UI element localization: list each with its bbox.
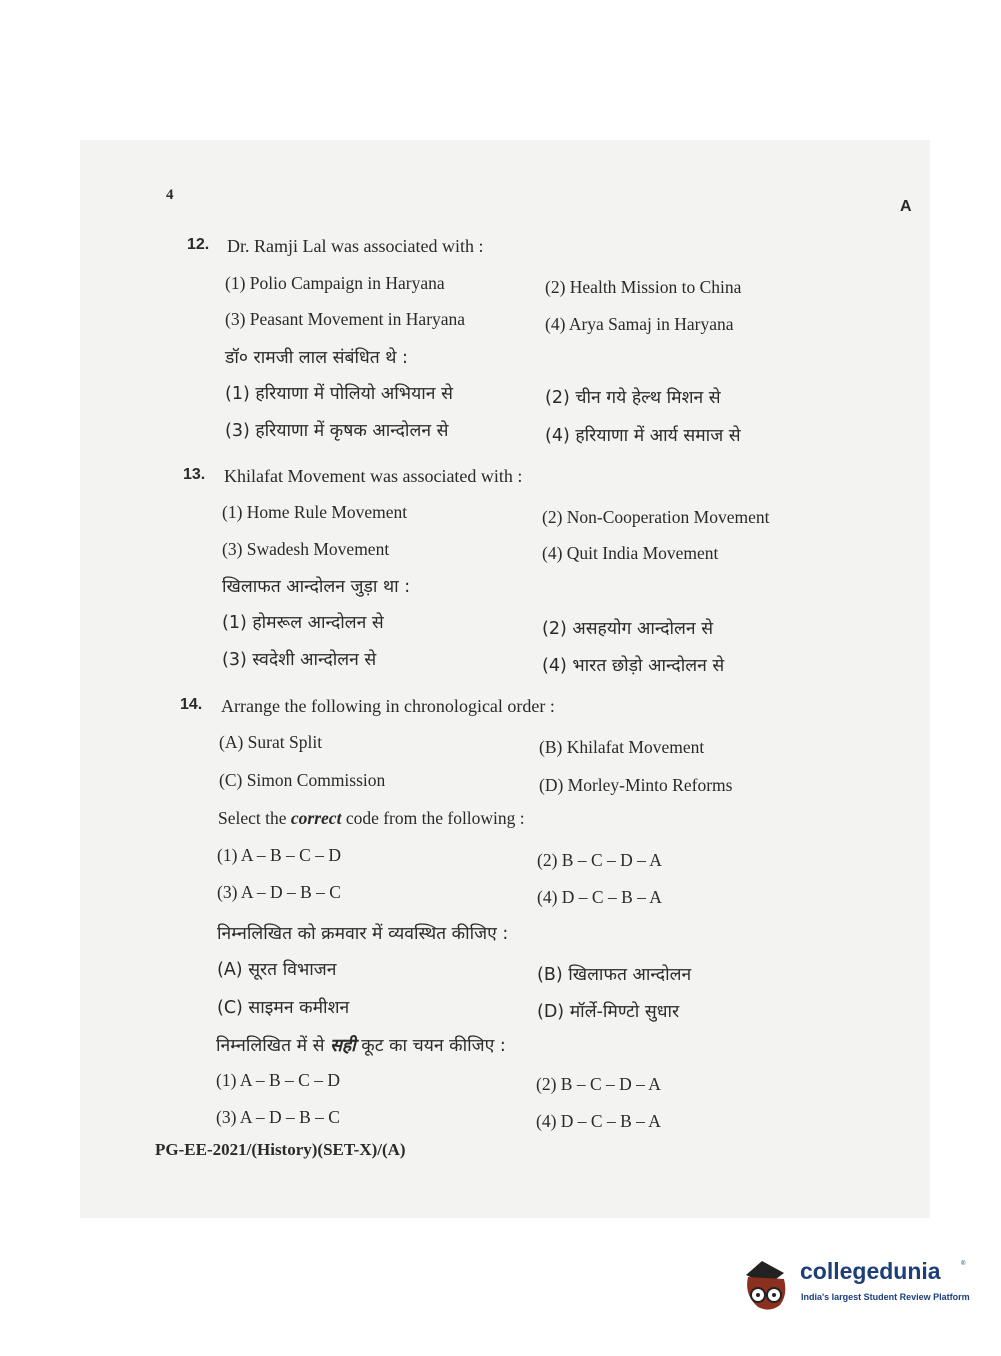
question-13-option-1-en: (1) Home Rule Movement: [222, 502, 408, 522]
question-14-item-c-en: (C) Simon Commission: [219, 770, 386, 790]
question-12-text-hi: डॉ० रामजी लाल संबंधित थे :: [225, 348, 408, 368]
question-14-item-b-en: (B) Khilafat Movement: [539, 737, 705, 757]
question-13-option-1-hi: (1) होमरूल आन्दोलन से: [222, 613, 384, 633]
question-14-item-a-en: (A) Surat Split: [219, 732, 323, 752]
logo-tagline: India's largest Student Review Platform: [801, 1292, 970, 1302]
question-14-item-a-hi: (A) सूरत विभाजन: [217, 960, 337, 980]
question-12-option-3-en: (3) Peasant Movement in Haryana: [225, 309, 466, 329]
question-12-text-en: Dr. Ramji Lal was associated with :: [227, 236, 484, 256]
question-13-option-2-en: (2) Non-Cooperation Movement: [542, 507, 770, 527]
question-12-option-4-hi: (4) हरियाणा में आर्य समाज से: [545, 426, 741, 446]
collegedunia-logo: [740, 1255, 970, 1315]
question-12-option-3-hi: (3) हरियाणा में कृषक आन्दोलन से: [225, 421, 449, 441]
question-13-option-4-en: (4) Quit India Movement: [542, 543, 719, 563]
mascot-icon: [740, 1255, 798, 1315]
question-14-text-hi: निम्नलिखित को क्रमवार में व्यवस्थित कीजिए :: [217, 924, 509, 944]
question-14-code-1-hi: (1) A – B – C – D: [216, 1070, 340, 1090]
question-13-number: 13.: [183, 466, 206, 483]
question-14-code-1-en: (1) A – B – C – D: [217, 845, 341, 865]
question-13-option-3-hi: (3) स्वदेशी आन्दोलन से: [222, 650, 377, 670]
question-14-code-3-hi: (3) A – D – B – C: [216, 1107, 340, 1127]
question-14-code-2-en: (2) B – C – D – A: [537, 850, 662, 870]
question-14-code-4-en: (4) D – C – B – A: [537, 887, 662, 907]
question-14-item-b-hi: (B) खिलाफत आन्दोलन: [537, 965, 692, 985]
page-number: 4: [166, 187, 174, 203]
question-12-option-4-en: (4) Arya Samaj in Haryana: [545, 314, 734, 334]
question-14-item-d-hi: (D) मॉर्ले-मिण्टो सुधार: [537, 1002, 680, 1022]
question-13-option-4-hi: (4) भारत छोड़ो आन्दोलन से: [542, 656, 725, 676]
logo-registered-mark: ®: [961, 1261, 966, 1267]
logo-wordmark: collegedunia: [800, 1258, 941, 1284]
question-14-code-3-en: (3) A – D – B – C: [217, 882, 341, 902]
question-14-select-instruction-en: Select the correct code from the following :: [218, 808, 525, 828]
footer-paper-code: PG-EE-2021/(History)(SET-X)/(A): [155, 1140, 406, 1159]
question-13-text-en: Khilafat Movement was associated with :: [224, 466, 523, 486]
question-14-select-instruction-hi: निम्नलिखित में से सही कूट का चयन कीजिए :: [216, 1036, 506, 1056]
question-14-number: 14.: [180, 696, 203, 713]
question-13-option-2-hi: (2) असहयोग आन्दोलन से: [542, 619, 714, 639]
set-letter: A: [900, 198, 912, 215]
question-13-option-3-en: (3) Swadesh Movement: [222, 539, 390, 559]
question-14-code-4-hi: (4) D – C – B – A: [536, 1111, 661, 1131]
question-12-option-1-hi: (1) हरियाणा में पोलियो अभियान से: [225, 384, 453, 404]
question-12-option-2-hi: (2) चीन गये हेल्थ मिशन से: [545, 388, 721, 408]
question-14-code-2-hi: (2) B – C – D – A: [536, 1074, 661, 1094]
question-12-number: 12.: [187, 236, 210, 253]
question-14-item-c-hi: (C) साइमन कमीशन: [217, 998, 350, 1018]
question-14-text-en: Arrange the following in chronological order :: [221, 696, 555, 716]
question-12-option-1-en: (1) Polio Campaign in Haryana: [225, 273, 445, 293]
question-14-item-d-en: (D) Morley-Minto Reforms: [539, 775, 733, 795]
question-12-option-2-en: (2) Health Mission to China: [545, 277, 742, 297]
question-13-text-hi: खिलाफत आन्दोलन जुड़ा था :: [222, 577, 411, 597]
